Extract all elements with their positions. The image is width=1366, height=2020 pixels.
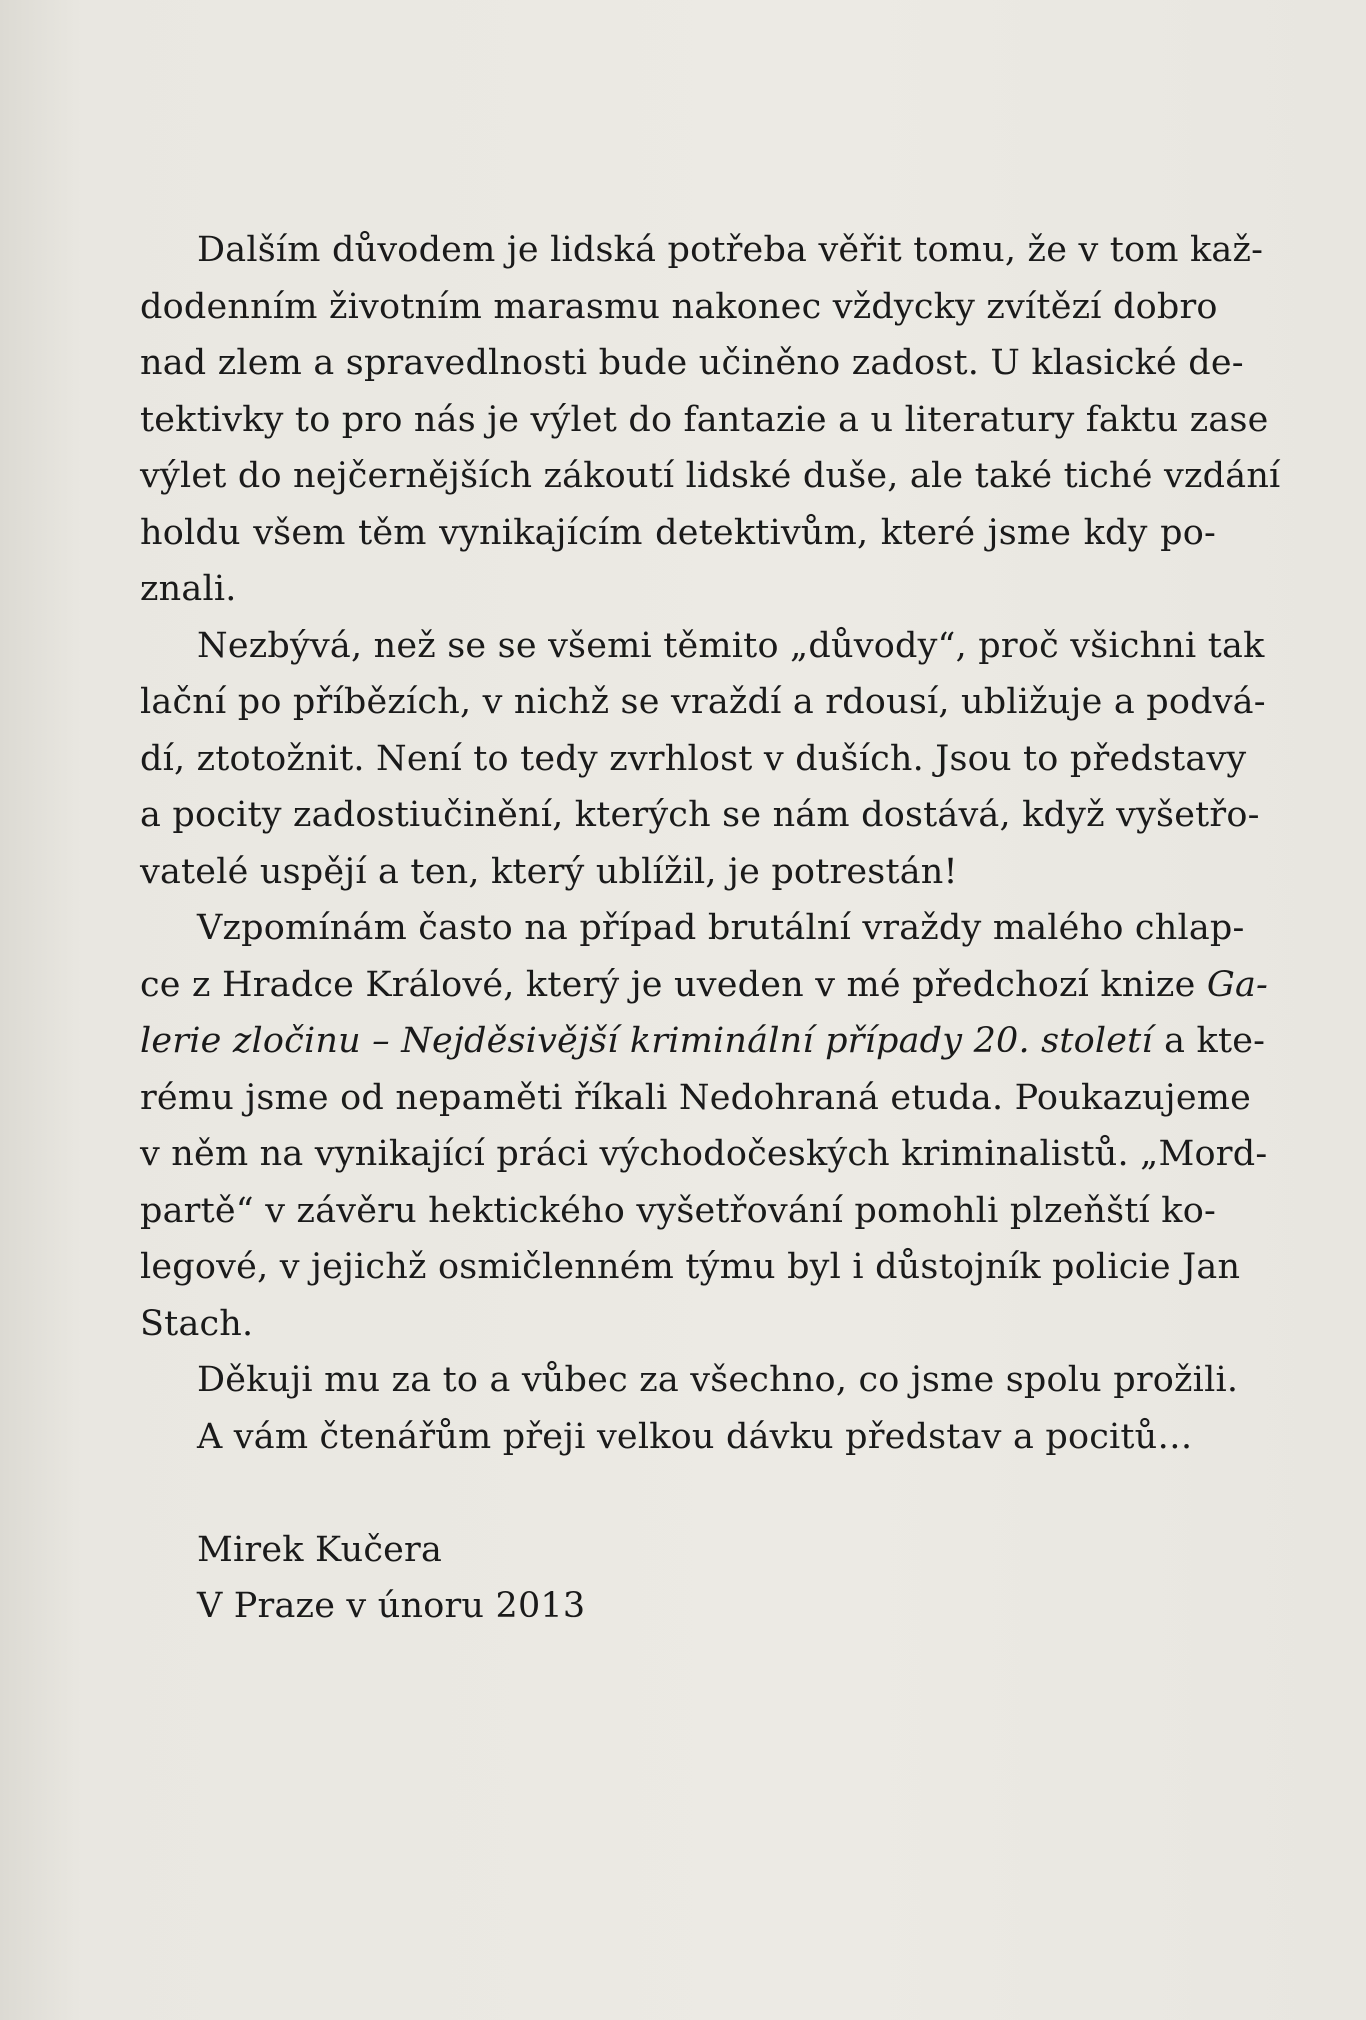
text-segment: a kte- xyxy=(1152,1021,1266,1061)
text-line: znali. xyxy=(140,569,237,609)
book-title-italic: Ga- xyxy=(1206,964,1269,1005)
text-line: a pocity zadostiučinění, kterých se nám dostává, když vyšetřo- xyxy=(140,795,1260,835)
paragraph-3 xyxy=(140,900,1269,1352)
text-line: nad zlem a spravedlnosti bude učiněno zadost. U klasické de- xyxy=(140,343,1244,383)
text-line: Stach. xyxy=(140,1303,254,1344)
text-line-with-italic xyxy=(140,1013,1266,1070)
paragraph-1 xyxy=(140,222,1281,618)
place-and-date: V Praze v únoru 2013 xyxy=(197,1586,586,1626)
author-name: Mirek Kučera xyxy=(197,1529,443,1570)
text-line-with-italic xyxy=(140,957,1269,1014)
text-line: dí, ztotožnit. Není to tedy zvrhlost v duších. Jsou to představy xyxy=(140,738,1247,779)
text-line: lační po příbězích, v nichž se vraždí a rdousí, ubližuje a podvá- xyxy=(140,682,1266,722)
signature-block xyxy=(140,1522,1216,1635)
text-line: partě“ v závěru hektického vyšetřování pomohli plzeňští ko- xyxy=(140,1190,1216,1231)
text-line: Nezbývá, než se se všemi těmito „důvody“, proč všichni tak xyxy=(197,625,1265,666)
text-line: vatelé uspějí a ten, který ublížil, je potrestán! xyxy=(140,851,958,892)
text-line: A vám čtenářům přeji velkou dávku představ a pocitů… xyxy=(197,1416,1193,1457)
page-text xyxy=(140,222,1281,1635)
text-line: legové, v jejichž osmičlenném týmu byl i důstojník policie Jan xyxy=(140,1247,1241,1287)
text-line: Dalším důvodem je lidská potřeba věřit tomu, že v tom kaž- xyxy=(197,230,1264,270)
text-segment: ce z Hradce Králové, který je uveden v mé předchozí knize xyxy=(140,964,1207,1005)
paragraph-2 xyxy=(140,618,1266,901)
text-line: tektivky to pro nás je výlet do fantazie a u literatury faktu zase xyxy=(140,399,1269,440)
paragraph-4 xyxy=(140,1352,1239,1465)
text-line: Děkuji mu za to a vůbec za všechno, co jsme spolu prožili. xyxy=(197,1360,1239,1400)
text-line: holdu všem těm vynikajícím detektivům, které jsme kdy po- xyxy=(140,512,1216,553)
text-line: dodenním životním marasmu nakonec vždycky zvítězí dobro xyxy=(140,286,1218,327)
spacer xyxy=(140,1465,1216,1522)
text-line: výlet do nejčernějších zákoutí lidské duše, ale také tiché vzdání xyxy=(140,456,1281,496)
text-line: Vzpomínám často na případ brutální vraždy malého chlap- xyxy=(197,908,1245,948)
book-title-italic: lerie zločinu – Nejděsivější kriminální případy 20. století xyxy=(140,1021,1153,1061)
text-line: v něm na vynikající práci východočeských kriminalistů. „Mord- xyxy=(140,1134,1268,1174)
text-line: rému jsme od nepaměti říkali Nedohraná etuda. Poukazujeme xyxy=(140,1077,1252,1118)
